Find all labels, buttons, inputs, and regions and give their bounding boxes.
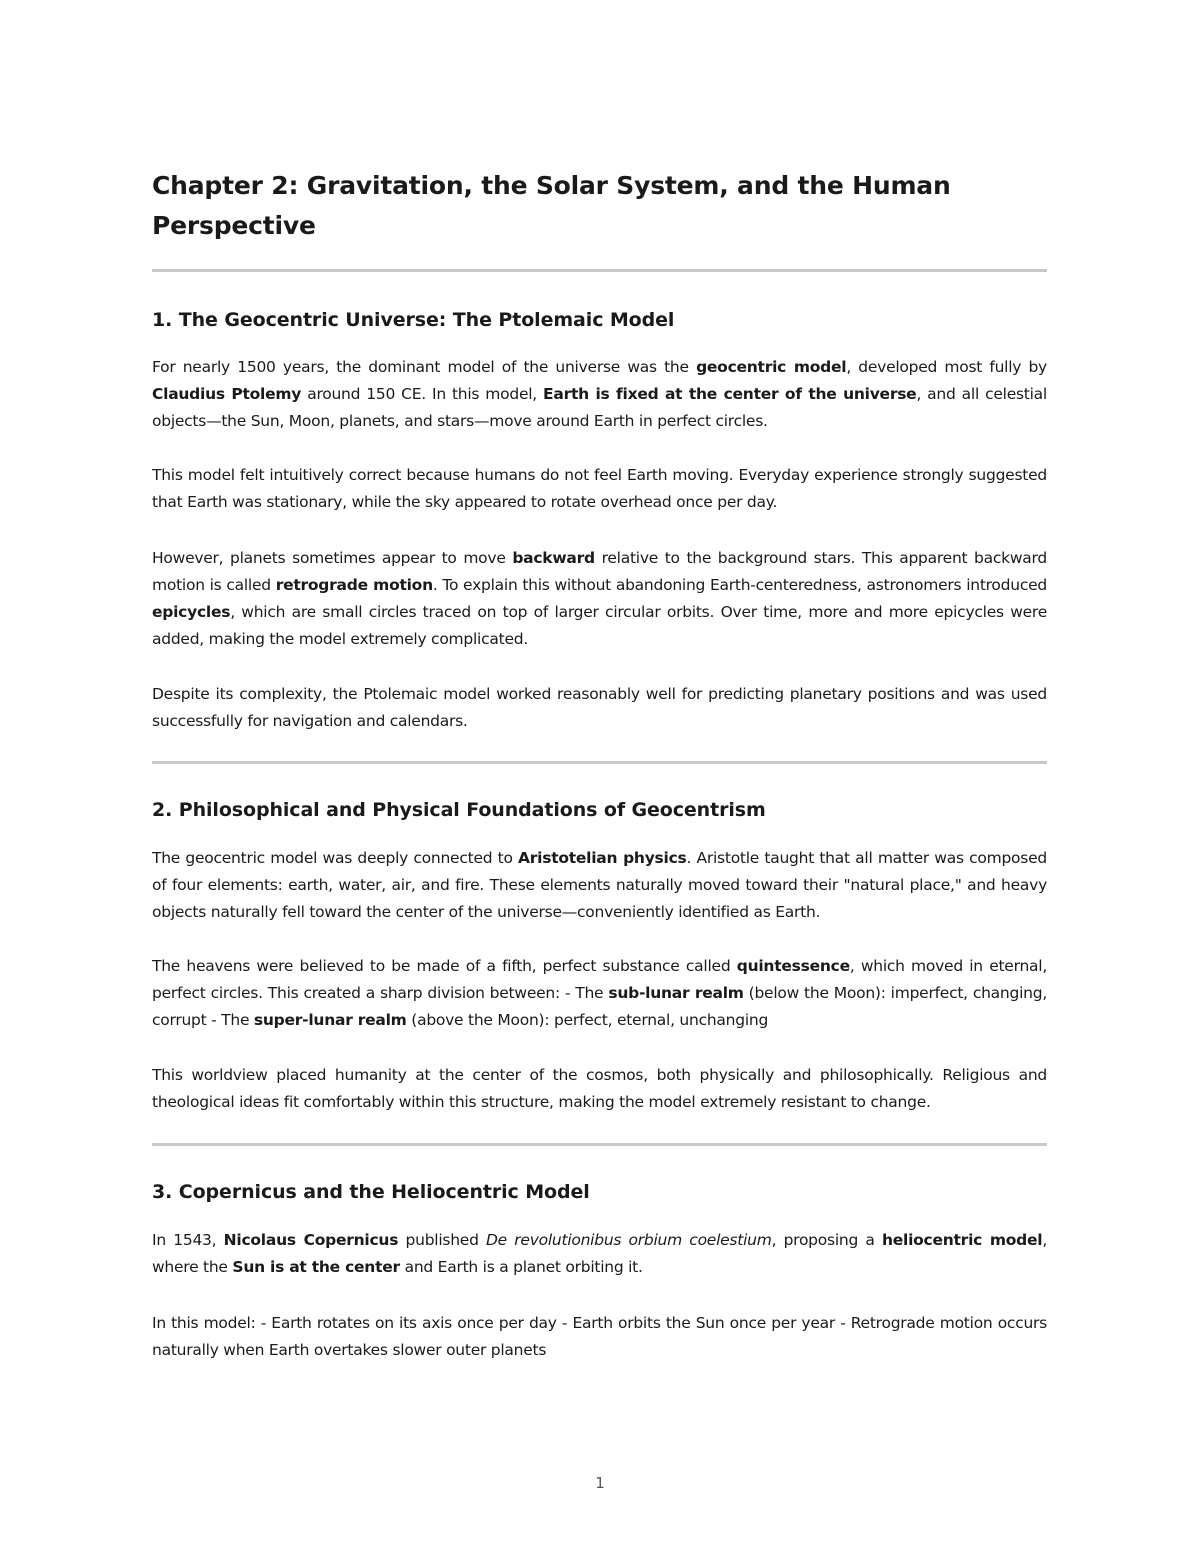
bold-term: Nicolaus Copernicus <box>223 1231 399 1249</box>
text-run: . Aristotle taught that all matter was composed of four elements: earth, water, air, and fire. These elements naturally moved toward their "natural place," and heavy objects naturally fell toward the center of the universe—conveniently identified as Earth. <box>152 849 1047 921</box>
paragraph <box>152 545 1047 653</box>
bold-term: Claudius Ptolemy <box>152 385 302 403</box>
divider <box>152 1143 1047 1146</box>
paragraph <box>152 681 1047 735</box>
italic-title: De revolutionibus orbium coelestium <box>486 1231 772 1249</box>
bold-term: epicycles <box>152 603 231 621</box>
paragraph <box>152 953 1047 1034</box>
bold-term: backward <box>512 549 595 567</box>
paragraph <box>152 354 1047 435</box>
divider <box>152 269 1047 272</box>
paragraph <box>152 462 1047 516</box>
text-run: and Earth is a planet orbiting it. <box>399 1258 643 1276</box>
paragraph <box>152 1227 1047 1281</box>
text-run: For nearly 1500 years, the dominant model of the universe was the <box>152 358 697 376</box>
text-run: In this model: - Earth rotates on its axis once per day - Earth orbits the Sun once per year - Retrograde motion occurs naturally when Earth overtakes slower outer planets <box>152 1314 1047 1359</box>
section-heading-1: 1. The Geocentric Universe: The Ptolemaic Model <box>152 309 675 331</box>
text-run: This model felt intuitively correct because humans do not feel Earth moving. Everyday experience strongly suggested that Earth was stationary, while the sky appeared to rotate overhead once per day. <box>152 466 1047 511</box>
bold-term: quintessence <box>736 957 850 975</box>
text-run: Despite its complexity, the Ptolemaic model worked reasonably well for predicting planetary positions and was used successfully for navigation and calendars. <box>152 685 1047 730</box>
paragraph <box>152 845 1047 926</box>
text-run: . To explain this without abandoning Earth-centeredness, astronomers introduced <box>432 576 1047 594</box>
text-run: The geocentric model was deeply connected to <box>152 849 519 867</box>
text-run: This worldview placed humanity at the center of the cosmos, both physically and philosophically. Religious and theological ideas fit comfortably within this structure, making the model extremely resistant to change. <box>152 1066 1047 1111</box>
paragraph <box>152 1062 1047 1116</box>
page-title: Chapter 2: Gravitation, the Solar System, and the Human Perspective <box>152 171 951 240</box>
text-run: (below the Moon): imperfect, changing, corrupt - The <box>152 984 1047 1029</box>
text-run: , proposing a <box>771 1231 882 1249</box>
bold-term: sub-lunar realm <box>608 984 744 1002</box>
text-run: However, planets sometimes appear to move <box>152 549 513 567</box>
divider <box>152 761 1047 764</box>
bold-term: super-lunar realm <box>253 1011 407 1029</box>
text-run: The heavens were believed to be made of a fifth, perfect substance called <box>152 957 737 975</box>
text-run: , which are small circles traced on top of larger circular orbits. Over time, more and more epicycles were added, making the model extremely complicated. <box>152 603 1047 648</box>
text-run: In 1543, <box>152 1231 224 1249</box>
text-run: , and all celestial objects—the Sun, Moon, planets, and stars—move around Earth in perfect circles. <box>152 385 1047 430</box>
section-heading-2: 2. Philosophical and Physical Foundations of Geocentrism <box>152 799 766 821</box>
bold-term: geocentric model <box>696 358 847 376</box>
bold-term: Earth is fixed at the center of the universe <box>543 385 917 403</box>
text-run: , which moved in eternal, perfect circles. This created a sharp division between: - The <box>152 957 1047 1002</box>
bold-term: Aristotelian physics <box>518 849 687 867</box>
text-run: relative to the background stars. This apparent backward motion is called <box>152 549 1047 594</box>
text-run: , developed most fully by <box>846 358 1047 376</box>
text-run: , where the <box>152 1231 1048 1276</box>
bold-term: retrograde motion <box>275 576 433 594</box>
bold-term: Sun is at the center <box>232 1258 400 1276</box>
text-run: around 150 CE. In this model, <box>301 385 544 403</box>
page-number: 1 <box>595 1474 605 1492</box>
text-run: published <box>398 1231 486 1249</box>
text-run: (above the Moon): perfect, eternal, unchanging <box>406 1011 769 1029</box>
paragraph <box>152 1310 1047 1364</box>
bold-term: heliocentric model <box>881 1231 1043 1249</box>
section-heading-3: 3. Copernicus and the Heliocentric Model <box>152 1181 590 1203</box>
